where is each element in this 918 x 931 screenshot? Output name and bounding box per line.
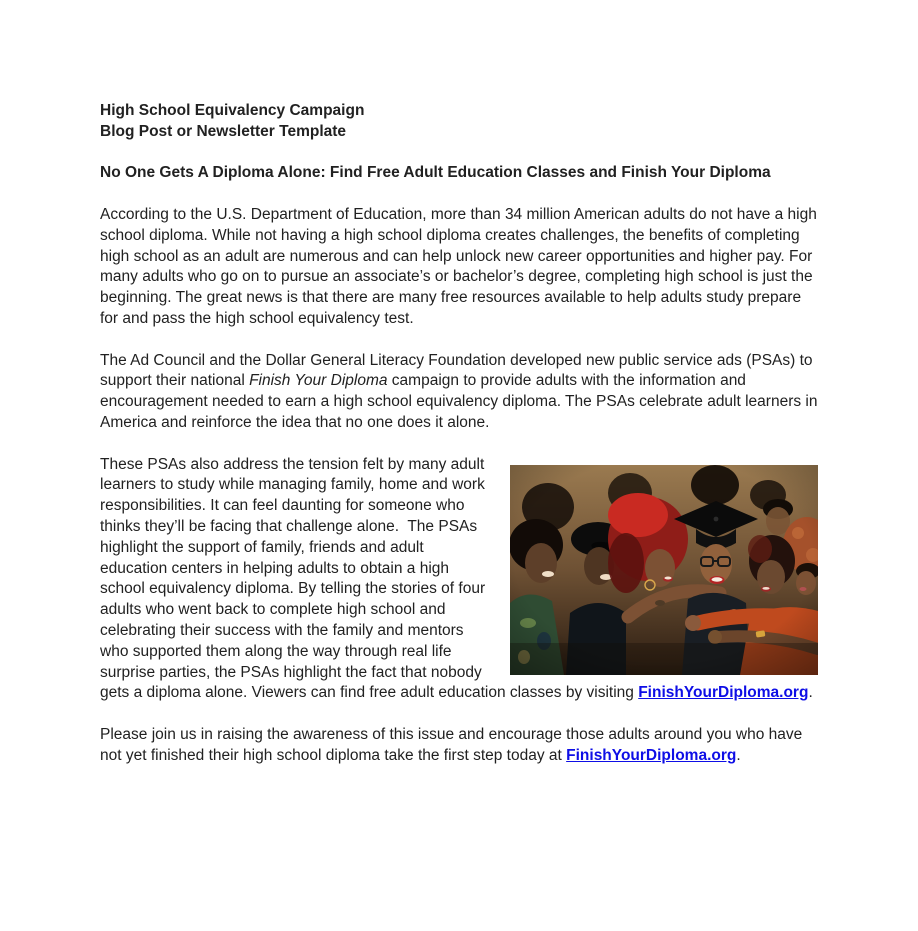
article-title: No One Gets A Diploma Alone: Find Free Adult Education Classes and Finish Your Diploma: [100, 164, 771, 182]
cta-text-before: Please join us in raising the awareness of this issue and encourage those adults around you who have not yet finished their high school diploma take the first step today at: [100, 725, 807, 764]
document-header: [100, 101, 818, 143]
paragraph-psa-campaign: [100, 351, 821, 434]
graduation-photo-illustration: [510, 465, 818, 675]
header-campaign-line: High School Equivalency Campaign: [100, 102, 365, 119]
psa-text-after: campaign to provide adults with the information and encouragement needed to earn a high school equivalency diploma. The PSAs celebrate adult learners in America and reinforce the idea that no one does it alone.: [100, 372, 821, 431]
graduation-celebration-photo: [510, 465, 818, 675]
finishyourdiploma-link-2[interactable]: FinishYourDiploma.org: [566, 746, 737, 764]
stories-text-before: These PSAs also address the tension felt by many adult learners to study while managing family, home and work responsibilities. It can feel daunting for someone who thinks they’ll be facing that challenge alone. The PSAs highlight the support of family, friends and adult education centers in helping adults to obtain a high school equivalency diploma. By telling the stories of four adults who went back to complete high school and celebrating their success with the family and mentors who supported them along the way through real life surprise parties, the PSAs highlight the fact that nobody gets a diploma alone. Viewers can find free adult education classes by visiting: [100, 455, 639, 702]
stories-text-after: .: [808, 684, 813, 702]
campaign-name-italic: Finish Your Diploma: [249, 372, 388, 390]
paragraph-intro: [100, 205, 822, 330]
paragraph-call-to-action: [100, 725, 818, 767]
header-template-line: Blog Post or Newsletter Template: [100, 122, 347, 140]
finishyourdiploma-link-1[interactable]: FinishYourDiploma.org: [638, 684, 809, 702]
intro-text: According to the U.S. Department of Education, more than 34 million American adults do not have a high school diploma. While not having a high school diploma creates challenges, the benefits of completing high school as an adult are numerous and can help unlock new career opportunities and higher pay. For many adults who go on to pursue an associate’s or bachelor’s degree, completing high school is just the beginning. The great news is that there are many free resources available to help adults study prepare for and pass the high school equivalency test.: [100, 205, 822, 327]
document-content: [100, 101, 822, 787]
cta-text-after: .: [736, 746, 741, 764]
paragraph-psa-stories: [100, 455, 818, 705]
psa-text-before: The Ad Council and the Dollar General Literacy Foundation developed new public service ads (PSAs) to support their national: [100, 351, 817, 390]
